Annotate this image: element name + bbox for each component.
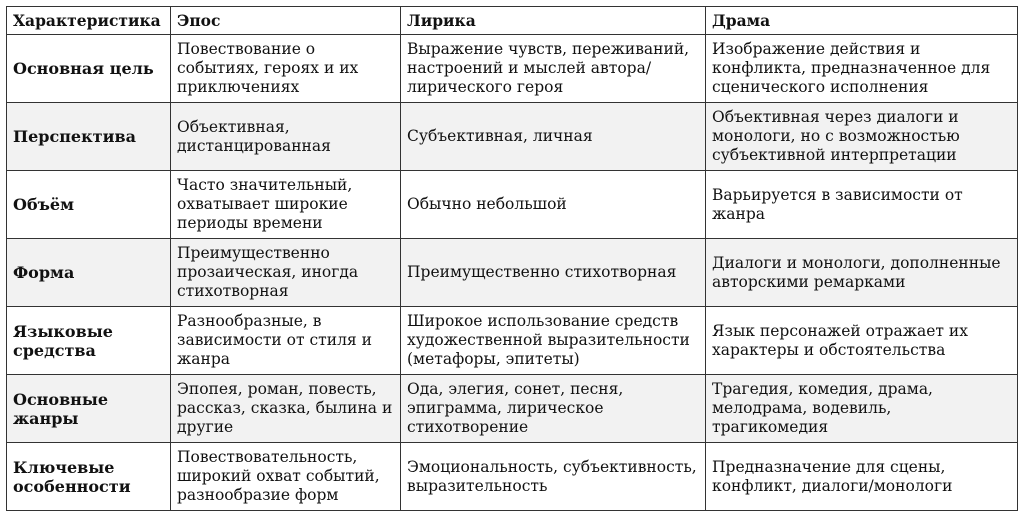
header-drama: Драма [706, 7, 1018, 35]
header-epos: Эпос [171, 7, 401, 35]
cell-lirika: Обычно небольшой [401, 171, 706, 239]
cell-drama: Предназначение для сцены, конфликт, диалоги/монологи [706, 443, 1018, 511]
cell-drama: Изображение действия и конфликта, предназначенное для сценического исполнения [706, 35, 1018, 103]
row-label: Основные жанры [7, 375, 171, 443]
table-header [7, 7, 1018, 35]
cell-epos: Разнообразные, в зависимости от стиля и жанра [171, 307, 401, 375]
table-row [7, 375, 1018, 443]
cell-lirika: Ода, элегия, сонет, песня, эпиграмма, лирическое стихотворение [401, 375, 706, 443]
cell-epos: Эпопея, роман, повесть, рассказ, сказка, былина и другие [171, 375, 401, 443]
cell-drama: Язык персонажей отражает их характеры и обстоятельства [706, 307, 1018, 375]
row-label: Языковые средства [7, 307, 171, 375]
comparison-table-wrapper [6, 6, 1018, 511]
table-row [7, 35, 1018, 103]
cell-lirika: Эмоциональность, субъективность, выразительность [401, 443, 706, 511]
header-characteristic: Характеристика [7, 7, 171, 35]
header-lirika: Лирика [401, 7, 706, 35]
table-row [7, 103, 1018, 171]
row-label: Объём [7, 171, 171, 239]
cell-epos: Преимущественно прозаическая, иногда стихотворная [171, 239, 401, 307]
cell-lirika: Преимущественно стихотворная [401, 239, 706, 307]
cell-lirika: Выражение чувств, переживаний, настроений и мыслей автора/лирического героя [401, 35, 706, 103]
table-row [7, 443, 1018, 511]
row-label: Ключевые особенности [7, 443, 171, 511]
cell-drama: Трагедия, комедия, драма, мелодрама, водевиль, трагикомедия [706, 375, 1018, 443]
header-row [7, 7, 1018, 35]
cell-epos: Объективная, дистанцированная [171, 103, 401, 171]
row-label: Перспектива [7, 103, 171, 171]
cell-lirika: Широкое использование средств художественной выразительности (метафоры, эпитеты) [401, 307, 706, 375]
cell-epos: Часто значительный, охватывает широкие периоды времени [171, 171, 401, 239]
cell-drama: Объективная через диалоги и монологи, но с возможностью субъективной интерпретации [706, 103, 1018, 171]
literary-genres-comparison-table [6, 6, 1018, 511]
row-label: Основная цель [7, 35, 171, 103]
row-label: Форма [7, 239, 171, 307]
cell-epos: Повествование о событиях, героях и их приключениях [171, 35, 401, 103]
cell-drama: Варьируется в зависимости от жанра [706, 171, 1018, 239]
table-row [7, 239, 1018, 307]
table-body [7, 35, 1018, 511]
cell-drama: Диалоги и монологи, дополненные авторскими ремарками [706, 239, 1018, 307]
table-row [7, 307, 1018, 375]
table-row [7, 171, 1018, 239]
cell-epos: Повествовательность, широкий охват событий, разнообразие форм [171, 443, 401, 511]
cell-lirika: Субъективная, личная [401, 103, 706, 171]
